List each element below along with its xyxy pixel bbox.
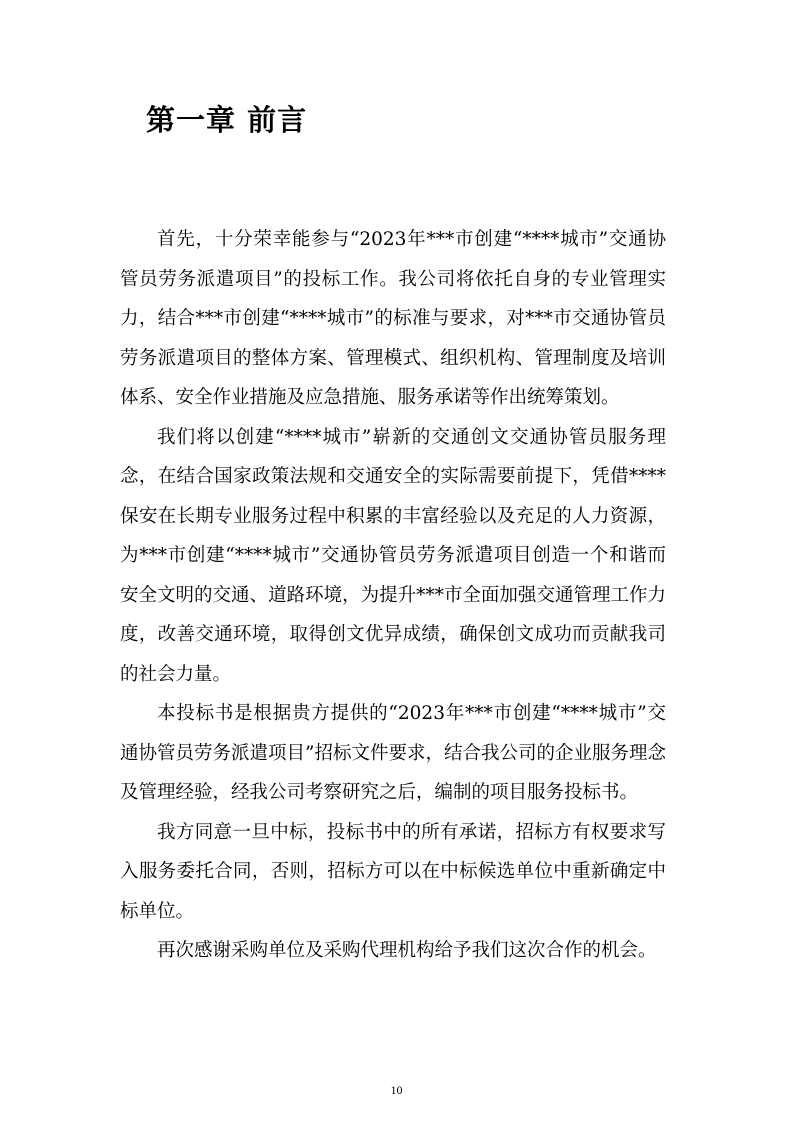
paragraph-intro: 首先，十分荣幸能参与“2023年***市创建“****城市”交通协管员劳务派遣项目”的投标工作。我公司将依托自身的专业管理实力，结合***市创建“****城市”的标准与要求，对***市交通协管员劳务派遣项目的整体方案、管理模式、组织机构、管理制度及培训体系、安全作业措施及应急措施、服务承诺等作出统筹策划。 [120, 229, 666, 408]
paragraph-service-concept: 我们将以创建“****城市”崭新的交通创文交通协管员服务理念，在结合国家政策法规和交通安全的实际需要前提下，凭借****保安在长期专业服务过程中积累的丰富经验以及充足的人力资源，为***市创建“****城市”交通协管员劳务派遣项目创造一个和谐而安全文明的交通、道路环境，为提升***市全面加强交通管理工作力度，改善交通环境，取得创文优异成绩，确保创文成功而贡献我司的社会力量。 [120, 426, 666, 685]
paragraph-thanks: 再次感谢采购单位及采购代理机构给予我们这次合作的机会。 [157, 940, 657, 961]
paragraph-bid-basis: 本投标书是根据贵方提供的“2023年***市创建“****城市”交通协管员劳务派遣项目”招标文件要求，结合我公司的企业服务理念及管理经验，经我公司考察研究之后，编制的项目服务投标书。 [120, 703, 666, 803]
chapter-title: 第一章 前言 [146, 103, 308, 137]
paragraph-commitment: 我方同意一旦中标，投标书中的所有承诺，招标方有权要求写入服务委托合同，否则，招标方可以在中标候选单位中重新确定中标单位。 [120, 821, 666, 922]
body-text [120, 220, 666, 971]
page-number: 10 [390, 1083, 403, 1097]
